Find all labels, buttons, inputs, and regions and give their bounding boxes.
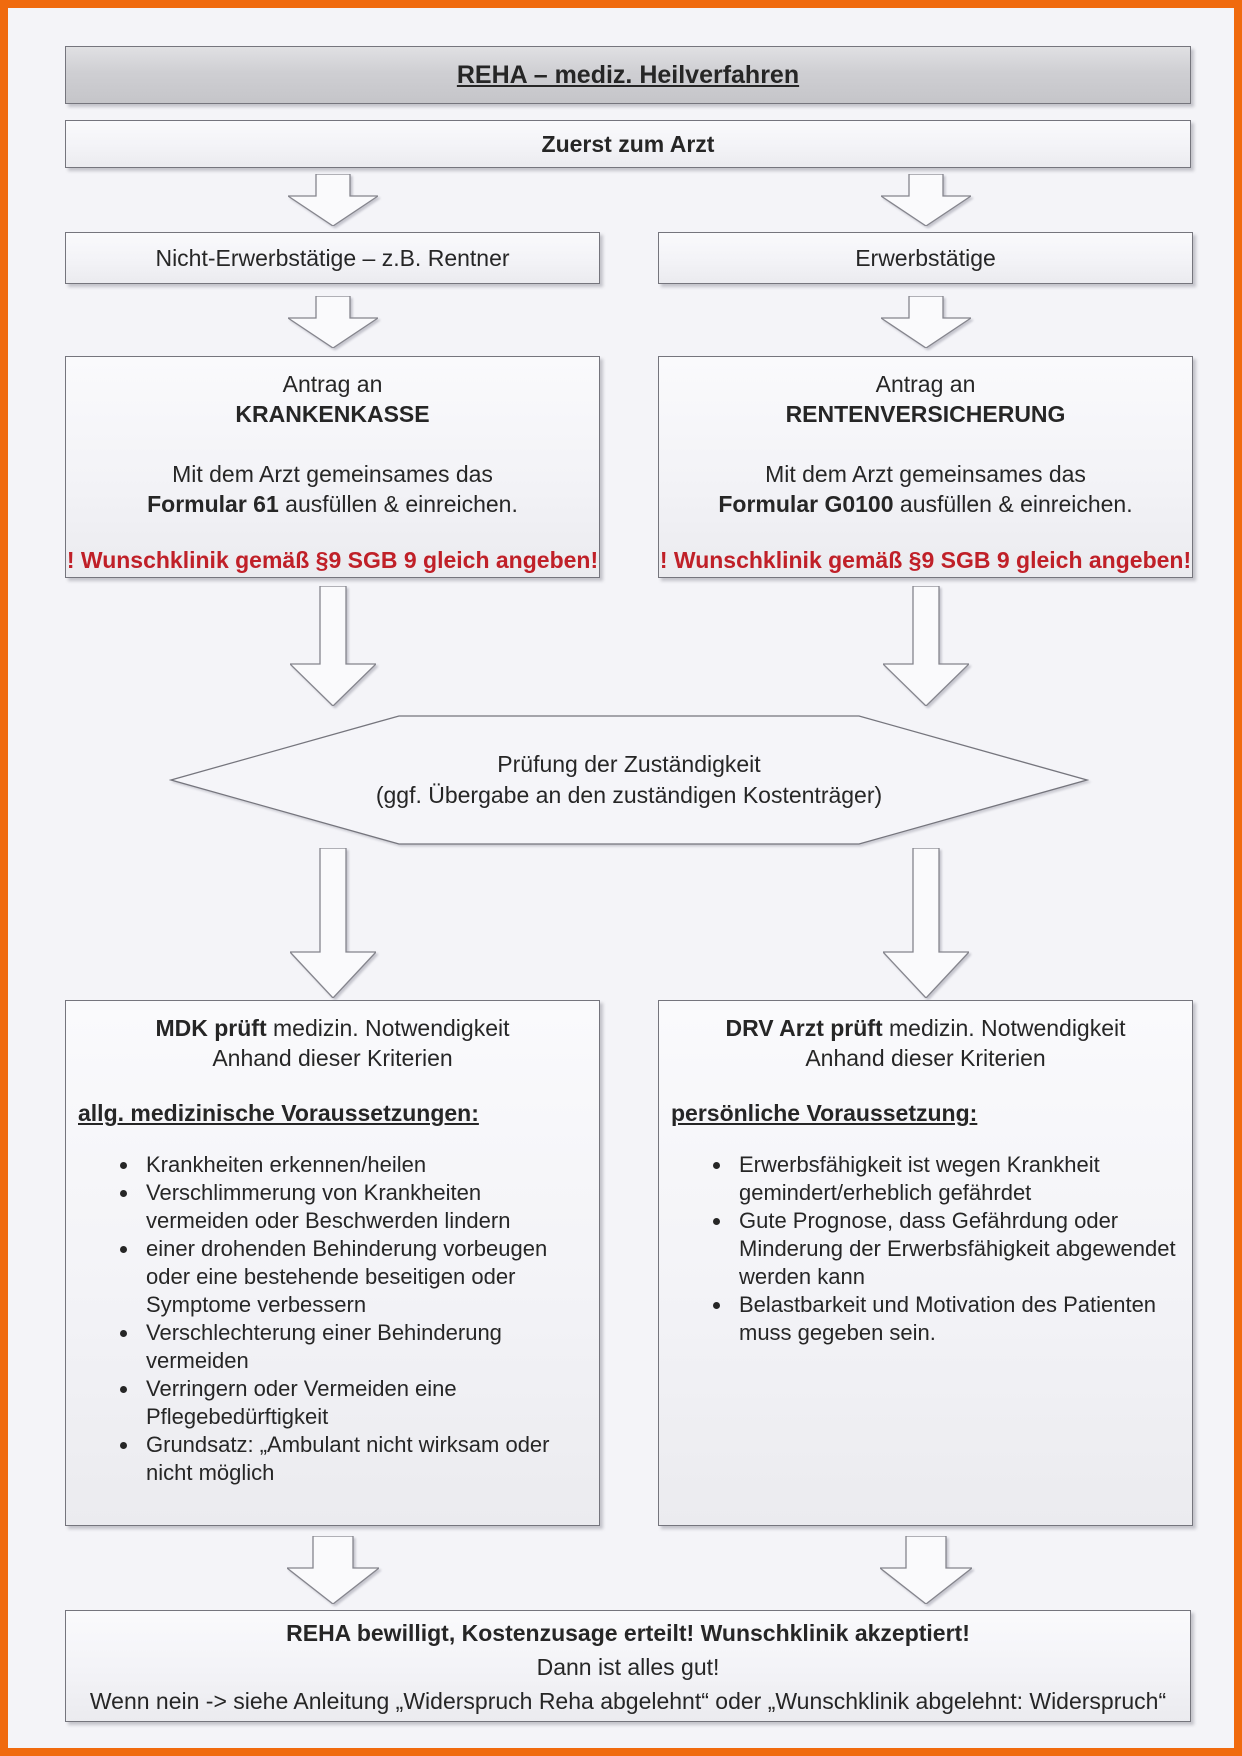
- criteria-left-box: [65, 1000, 600, 1526]
- down-arrow-icon: [881, 174, 971, 226]
- application-right-warning: ! Wunschklinik gemäß §9 SGB 9 gleich angeben!: [659, 547, 1192, 573]
- list-item: • Erwerbsfähigkeit ist wegen Krankheit gemindert/erheblich gefährdet: [733, 1151, 1178, 1207]
- criteria-right-box: [658, 1000, 1193, 1526]
- down-arrow-icon: [290, 586, 376, 706]
- down-arrow-icon: [883, 848, 969, 998]
- list-item: • Verschlechterung einer Behinderung vermeiden: [140, 1319, 585, 1375]
- down-arrow-icon: [881, 296, 971, 348]
- branch-left-label: Nicht-Erwerbstätige – z.B. Rentner: [155, 244, 510, 271]
- result-line1: REHA bewilligt, Kostenzusage erteilt! Wunschklinik akzeptiert!: [286, 1620, 970, 1646]
- criteria-right-subhead: persönliche Voraussetzung:: [671, 1100, 978, 1126]
- criteria-left-list: [66, 1151, 599, 1487]
- criteria-right-list: [659, 1151, 1192, 1347]
- criteria-left-subhead: allg. medizinische Voraussetzungen:: [78, 1100, 479, 1126]
- list-item: • Gute Prognose, dass Gefährdung oder Minderung der Erwerbsfähigkeit abgewendet werden kann: [733, 1207, 1178, 1291]
- list-item: • Krankheiten erkennen/heilen: [140, 1151, 585, 1179]
- list-item: • Belastbarkeit und Motivation des Patienten muss gegeben sein.: [733, 1291, 1178, 1347]
- list-item: • Grundsatz: „Ambulant nicht wirksam oder nicht möglich: [140, 1431, 585, 1487]
- list-item: • Verschlimmerung von Krankheiten vermeiden oder Beschwerden lindern: [140, 1179, 585, 1235]
- result-line2: Dann ist alles gut!: [536, 1654, 720, 1680]
- down-arrow-icon: [288, 174, 378, 226]
- down-arrow-icon: [883, 586, 969, 706]
- down-arrow-icon: [290, 848, 376, 998]
- responsibility-check-line2: (ggf. Übergabe an den zuständigen Kostenträger): [375, 782, 883, 808]
- application-right-body2: Formular G0100 ausfüllen & einreichen.: [718, 491, 1133, 517]
- result-line3: Wenn nein -> siehe Anleitung „Widerspruch Reha abgelehnt“ oder „Wunschklinik abgelehnt: Widerspruch“: [89, 1688, 1167, 1714]
- down-arrow-icon: [288, 296, 378, 348]
- page-title: REHA – mediz. Heilverfahren: [456, 60, 800, 89]
- list-item: • Verringern oder Vermeiden eine Pflegebedürftigkeit: [140, 1375, 585, 1431]
- application-right-line1: Antrag an: [875, 371, 976, 397]
- responsibility-check-text: [169, 714, 1089, 846]
- application-right-body1: Mit dem Arzt gemeinsames das: [765, 461, 1086, 487]
- application-left-box: [65, 356, 600, 578]
- criteria-right-head: DRV Arzt prüft medizin. Notwendigkeit Anhand dieser Kriterien: [725, 1015, 1126, 1071]
- application-left-body2: Formular 61 ausfüllen & einreichen.: [147, 491, 518, 517]
- branch-right-box: [658, 232, 1193, 284]
- list-item: • einer drohenden Behinderung vorbeugen oder eine bestehende beseitigen oder Symptome verbessern: [140, 1235, 585, 1319]
- branch-right-label: Erwerbstätige: [855, 244, 996, 271]
- first-step-box: [65, 120, 1191, 168]
- application-left-org: KRANKENKASSE: [235, 401, 430, 427]
- flowchart-title-box: [65, 46, 1191, 104]
- down-arrow-icon: [880, 1536, 972, 1604]
- first-step-label: Zuerst zum Arzt: [541, 130, 715, 157]
- down-arrow-icon: [287, 1536, 379, 1604]
- responsibility-check-line1: Prüfung der Zuständigkeit: [497, 751, 761, 777]
- criteria-left-head: MDK prüft medizin. Notwendigkeit Anhand dieser Kriterien: [155, 1015, 510, 1071]
- application-right-org: RENTENVERSICHERUNG: [785, 401, 1066, 427]
- application-left-warning: ! Wunschklinik gemäß §9 SGB 9 gleich angeben!: [66, 547, 599, 573]
- application-left-body1: Mit dem Arzt gemeinsames das: [172, 461, 493, 487]
- application-right-box: [658, 356, 1193, 578]
- branch-left-box: [65, 232, 600, 284]
- application-left-line1: Antrag an: [282, 371, 383, 397]
- result-box: [65, 1610, 1191, 1722]
